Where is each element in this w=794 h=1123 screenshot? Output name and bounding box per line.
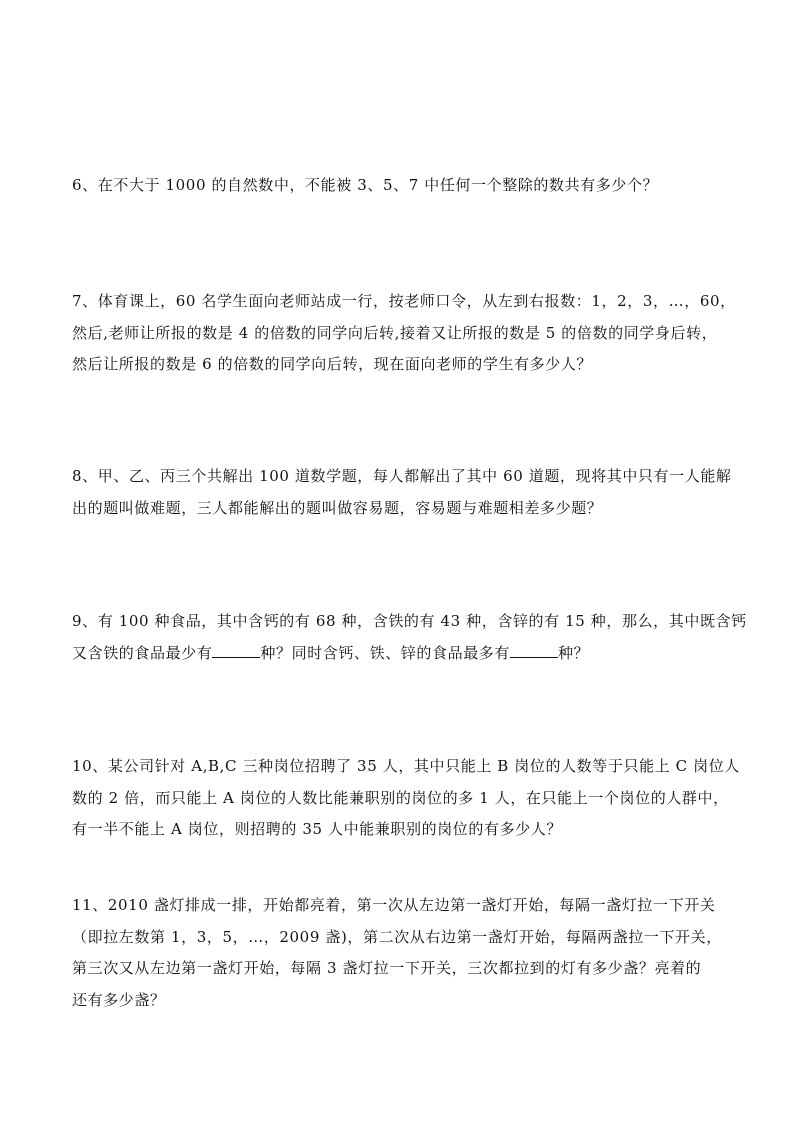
question-10 (72, 751, 740, 846)
question-line: 7、体育课上，60 名学生面向老师站成一行，按老师口令，从左到右报数：1，2，3，…，60， (72, 292, 736, 310)
question-7 (72, 286, 736, 381)
question-text: 种？ (558, 643, 590, 662)
question-line: 然后让所报的数是 6 的倍数的同学向后转，现在面向老师的学生有多少人？ (72, 355, 593, 373)
question-line (72, 638, 732, 670)
question-line: 然后,老师让所报的数是 4 的倍数的同学向后转,接着又让所报的数是 5 的倍数的同学身后转， (72, 323, 718, 342)
question-text: 又含铁的食品最少有 (72, 643, 213, 662)
question-11 (72, 890, 732, 1016)
question-line: 11、2010 盏灯排成一排，开始都亮着，第一次从左边第一盏灯开始，每隔一盏灯拉一下开关 (72, 896, 716, 914)
question-text: 种？同时含钙、铁、锌的食品最多有 (260, 643, 511, 662)
question-line: 第三次又从左边第一盏灯开始，每隔 3 盏灯拉一下开关，三次都拉到的灯有多少盏？亮着的 (72, 959, 702, 977)
question-8 (72, 461, 732, 524)
answer-blank[interactable] (510, 639, 558, 658)
answer-blank[interactable] (212, 639, 260, 658)
question-line: 有一半不能上 A 岗位，则招聘的 35 人中能兼职别的岗位的有多少人？ (72, 820, 562, 838)
question-line: 9、有 100 种食品，其中含钙的有 68 种，含铁的有 43 种，含锌的有 15 种，那么，其中既含钙 (72, 612, 747, 630)
question-line: 还有多少盏？ (72, 990, 166, 1009)
question-line: （即拉左数第 1，3，5，…，2009 盏)，第二次从右边第一盏灯开始，每隔两盏拉一下开关， (72, 927, 722, 946)
question-line: 8、甲、乙、丙三个共解出 100 道数学题，每人都解出了其中 60 道题，现将其中只有一人能解 (72, 467, 732, 485)
question-line: 出的题叫做难题，三人都能解出的题叫做容易题，容易题与难题相差多少题？ (72, 498, 603, 517)
question-9 (72, 606, 747, 669)
question-line: 10、某公司针对 A,B,C 三种岗位招聘了 35 人，其中只能上 B 岗位的人数等于只能上 C 岗位人 (72, 757, 740, 775)
question-line: 数的 2 倍，而只能上 A 岗位的人数比能兼职别的岗位的多 1 人，在只能上一个岗位的人群中， (72, 788, 729, 807)
question-line: 6、在不大于 1000 的自然数中，不能被 3、5、7 中任何一个整除的数共有多少个？ (72, 176, 659, 194)
question-6 (72, 170, 732, 202)
